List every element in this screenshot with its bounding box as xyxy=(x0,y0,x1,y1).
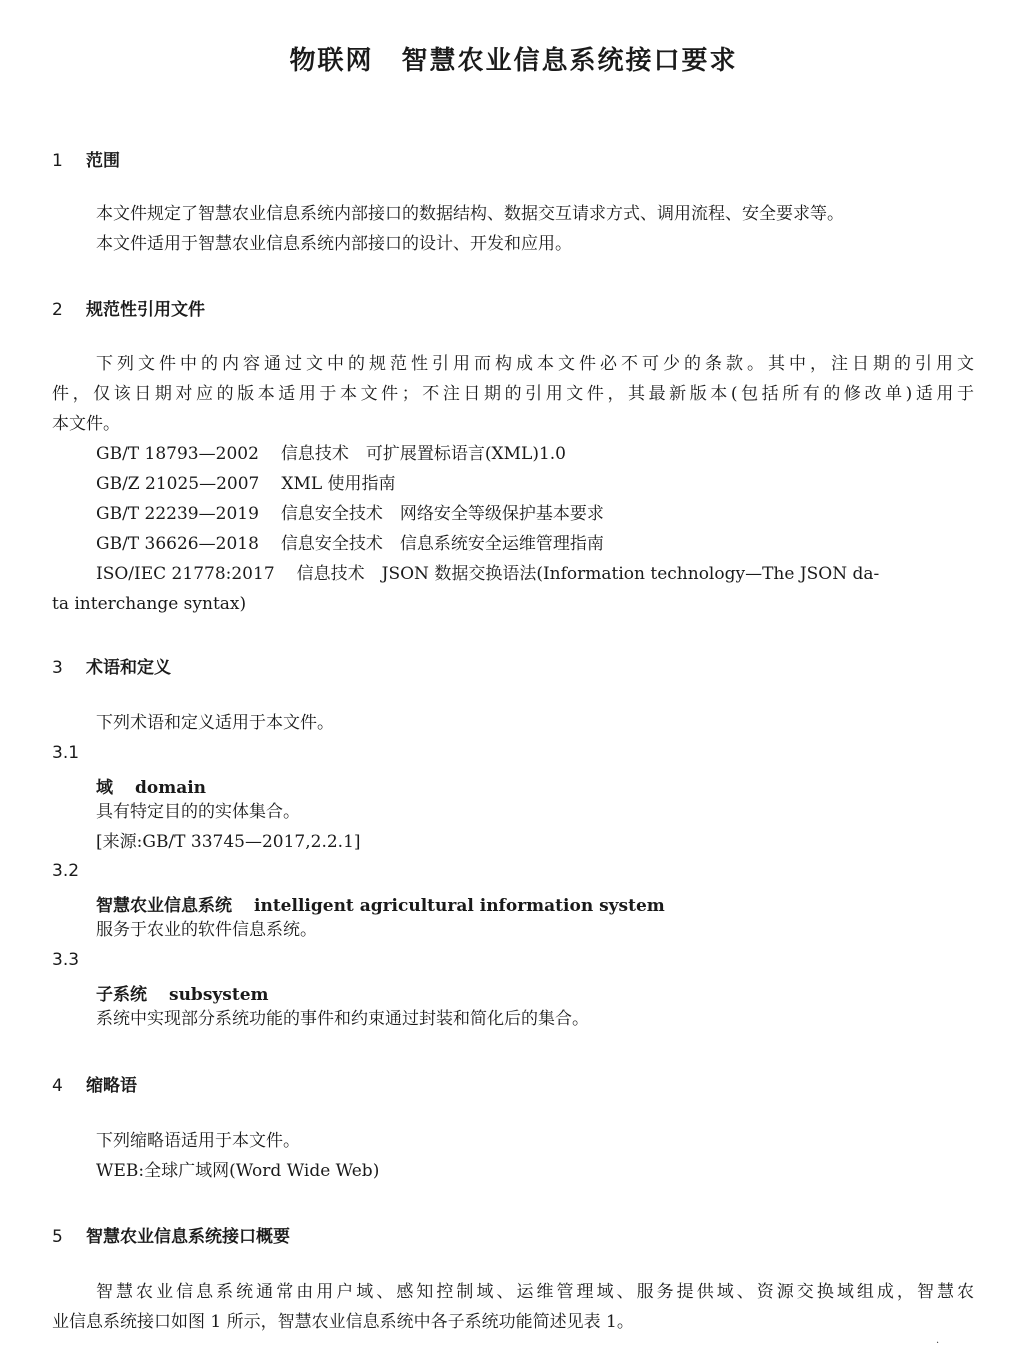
term-en: intelligent agricultural information system xyxy=(254,896,665,916)
section-title: 术语和定义 xyxy=(86,658,171,678)
paragraph: 本文件适用于智慧农业信息系统内部接口的设计、开发和应用。 xyxy=(96,234,572,254)
document-title: 物联网 智慧农业信息系统接口要求 xyxy=(289,46,738,76)
term-en: domain xyxy=(135,778,207,798)
reference-code: GB/Z 21025—2007 xyxy=(96,474,260,494)
reference-code: ISO/IEC 21778:2017 xyxy=(96,564,275,584)
paragraph: 下列缩略语适用于本文件。 xyxy=(96,1131,300,1151)
section-number: 4 xyxy=(52,1076,63,1096)
paragraph-line: 本文件。 xyxy=(52,414,120,434)
section-title: 缩略语 xyxy=(86,1076,137,1096)
reference-item xyxy=(96,439,566,469)
section-title: 范围 xyxy=(86,151,120,171)
section-2-heading xyxy=(52,295,205,320)
reference-code: GB/T 18793—2002 xyxy=(96,444,259,464)
reference-item-continuation: ta interchange syntax) xyxy=(52,594,247,614)
term-number: 3.2 xyxy=(52,861,80,881)
paragraph-line: 下列文件中的内容通过文中的规范性引用而构成本文件必不可少的条款。其中，注日期的引用文 xyxy=(96,354,974,374)
reference-title: 信息技术 可扩展置标语言(XML)1.0 xyxy=(280,444,566,464)
reference-title: 信息安全技术 信息系统安全运维管理指南 xyxy=(280,534,604,554)
term-number: 3.3 xyxy=(52,950,80,970)
term-zh: 智慧农业信息系统 xyxy=(96,896,232,916)
reference-title: 信息安全技术 网络安全等级保护基本要求 xyxy=(280,504,604,524)
section-4-heading xyxy=(52,1071,137,1096)
term-zh: 域 xyxy=(96,778,113,798)
paragraph: 下列术语和定义适用于本文件。 xyxy=(96,713,334,733)
reference-code: GB/T 22239—2019 xyxy=(96,504,259,524)
section-title: 智慧农业信息系统接口概要 xyxy=(86,1227,290,1247)
section-5-heading xyxy=(52,1222,290,1247)
section-number: 3 xyxy=(52,658,63,678)
reference-code: GB/T 36626—2018 xyxy=(96,534,259,554)
scan-speck: · xyxy=(936,1338,940,1349)
term-definition: 服务于农业的软件信息系统。 xyxy=(96,920,317,940)
reference-item xyxy=(96,559,879,589)
term-zh: 子系统 xyxy=(96,985,147,1005)
term-number: 3.1 xyxy=(52,743,80,763)
paragraph-line: 件，仅该日期对应的版本适用于本文件；不注日期的引用文件，其最新版本(包括所有的修改单)适用于 xyxy=(52,384,974,404)
term-entry xyxy=(96,891,665,916)
reference-item xyxy=(96,529,604,559)
section-1-heading xyxy=(52,146,120,171)
abbreviation-entry: WEB:全球广域网(Word Wide Web) xyxy=(96,1161,380,1181)
section-number: 5 xyxy=(52,1227,63,1247)
term-definition: 系统中实现部分系统功能的事件和约束通过封装和简化后的集合。 xyxy=(96,1009,589,1029)
paragraph: 本文件规定了智慧农业信息系统内部接口的数据结构、数据交互请求方式、调用流程、安全要求等。 xyxy=(96,204,844,224)
reference-item xyxy=(96,469,396,499)
reference-item xyxy=(96,499,604,529)
term-source: [来源:GB/T 33745—2017,2.2.1] xyxy=(96,832,361,852)
term-entry xyxy=(96,773,206,798)
section-number: 1 xyxy=(52,151,63,171)
section-3-heading xyxy=(52,653,171,678)
paragraph-line: 智慧农业信息系统通常由用户域、感知控制域、运维管理域、服务提供域、资源交换域组成，智慧农 xyxy=(96,1282,974,1302)
term-definition: 具有特定目的的实体集合。 xyxy=(96,802,300,822)
reference-title: XML 使用指南 xyxy=(281,474,396,494)
section-number: 2 xyxy=(52,300,63,320)
section-title: 规范性引用文件 xyxy=(86,300,205,320)
paragraph-line: 业信息系统接口如图 1 所示，智慧农业信息系统中各子系统功能简述见表 1。 xyxy=(52,1312,634,1332)
term-entry xyxy=(96,980,269,1005)
term-en: subsystem xyxy=(169,985,269,1005)
reference-title: 信息技术 JSON 数据交换语法(Information technology—The JSON da- xyxy=(296,564,880,584)
